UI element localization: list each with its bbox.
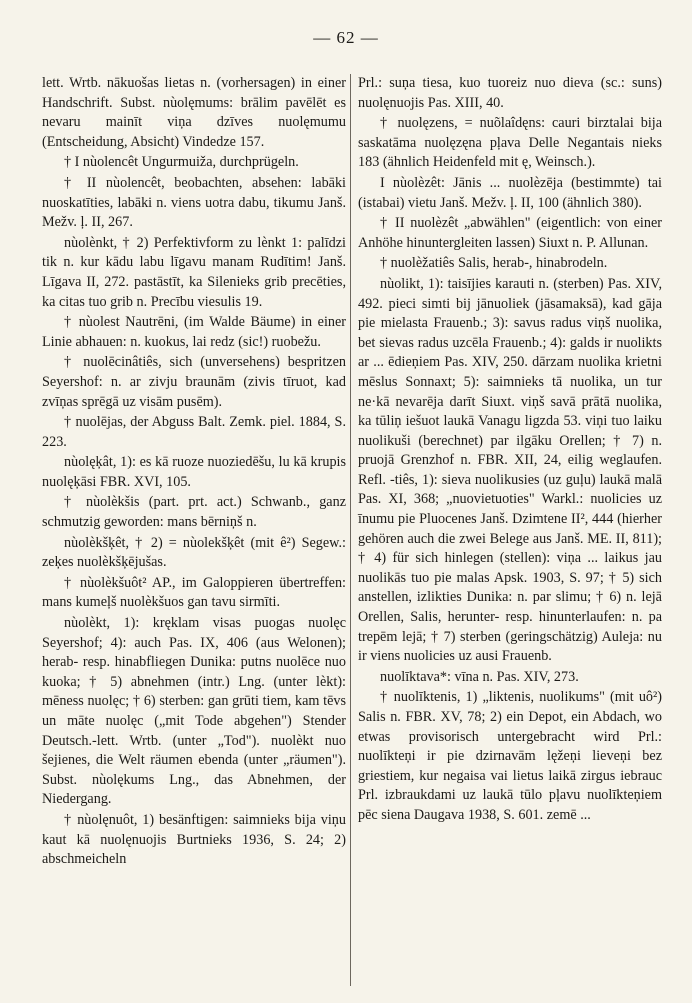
dictionary-entry: † I nùolencêt Ungurmuiža, durchprügeln. bbox=[64, 154, 299, 171]
dictionary-entry: † nuolęzens, = nuõlaîdęns: cauri birztalai bija saskatāma nuolęzęna pļava Delle Negantais nieks 183 (ähnlich Heidenfeld mit ę, Weinsch.). bbox=[358, 115, 662, 171]
dictionary-entry: nùolęķât, 1): es kā ruoze nuoziedēšu, lu kā krupis nuolęķāsi FBR. XVI, 105. bbox=[42, 454, 346, 490]
dictionary-entry: † nùolèkšuôt² AP., im Galoppieren übertreffen: mans kumeļš nuolèkšuos gan tavu sirmīti. bbox=[42, 574, 346, 611]
dictionary-entry: nùolèkt, 1): kręklam visas puogas nuolęc Seyershof; 4): auch Pas. IX, 406 (aus Welonen); herab- resp. hinabfliegen Dunika: putns nuolēce nuo kuoka; † 5) abnehmen (intr.) Lng. (unter lèkt): mēness nuolęc; † 6) sterben: gan grūti tiem, kam tēvs un māte nuolęc („mit Tode abgehen") Stender Deutsch.-lett. Wrtb. (unter „Tod"). nuolèkt nuo šejienes, die Welt räumen ebenda (unter „räumen"). Subst. nùolękums Lng., das Abnehmen, der Niedergang. bbox=[42, 615, 346, 808]
dictionary-entry: † nùolèkšis (part. prt. act.) Schwanb., ganz schmutzig geworden: mans bērniņš n. bbox=[42, 494, 346, 531]
dictionary-entry: † nùolęnuôt, 1) besänftigen: saimnieks bija viņu kaut kā nuolęnuojis Burtnieks 1936, S. 24; 2) abschmeicheln bbox=[42, 811, 346, 868]
dictionary-entry: nùolènkt, † 2) Perfektivform zu lènkt 1: palīdzi tik n. kur kādu labu līgavu manam Rudītim! Janš. Līgava II, 272. pastāstīt, ka Silenieks grib precēties, ka citas tuo grib n. Precību viesulis 19. bbox=[42, 234, 346, 310]
dictionary-entry: I nùolèzêt: Jānis ... nuolèzēja (bestimmte) tai (istabai) vietu Janš. Mežv. ļ. II, 100 (ähnlich 380). bbox=[358, 174, 662, 211]
dictionary-entry: nùolèkšķêt, † 2) = nùolekšķêt (mit ê²) Segew.: zeķes nuolèkšķējušas. bbox=[42, 534, 346, 571]
dictionary-entry: † nùolest Nautrēni, (im Walde Bäume) in einer Linie abhauen: n. kuokus, lai redz (sic!) ruobežu. bbox=[42, 314, 346, 350]
right-column bbox=[358, 74, 662, 827]
dictionary-entry: † nuolēcinâtiês, sich (unversehens) bespritzen Seyershof: n. ar zivju braunām (zivis tīruot, kad zvīņas sprēgā uz visām pusēm). bbox=[42, 354, 346, 410]
column-divider bbox=[350, 74, 351, 986]
dictionary-entry: † nuolējas, der Abguss Balt. Zemk. piel. 1884, S. 223. bbox=[42, 414, 346, 450]
page-number: — 62 — bbox=[313, 28, 379, 47]
dictionary-entry: † II nùolencêt, beobachten, absehen: labāki nuoskatīties, labāki n. viens uotra dabu, tikumu Janš. Mežv. ļ. II, 267. bbox=[42, 174, 346, 231]
dictionary-entry: nuolīktava*: vīna n. Pas. XIV, 273. bbox=[380, 668, 579, 685]
dictionary-entry: lett. Wrtb. nākuošas lietas n. (vorhersagen) in einer Handschrift. Subst. nùolęmums: brālim pavēlēt es nevaru mainīt viņa dzīves nuolęmumu (Entscheidung, Absicht) Vindedze 157. bbox=[42, 75, 346, 150]
dictionary-entry: nùolikt, 1): taisījies karauti n. (sterben) Pas. XIV, 492. pieci simti bij jānuoliek (jāsamaksā), kad gāja pie mielasta Frauenb.; 3): savus radus viņš nuolika, bet sievas radus uzcēla Frauenb.; 4): galds ir nuolikts ar ... ēdieņiem Pas. XIV, 250. dārzam nuolika krietni mēslus Sonnaxt; 5): saimnieks tā nuolika, un tur ne·kā nevarēja darīt Siuxt. viņš savā prātā nuolika, ka tūliņ iešuot laukā Vanagu ligzda 53. viņi tuo laiku nuolikuši (berechnet) par ilgāku Orellen; † 7) n. pruojā Grenzhof n. FBR. XII, 24, eilig weglaufen. Refl. -tiês, 1): sieva nuolikusies (uz guļu) laukā malā Pas. XI, 368; „nuovietuoties" Warkl.: nuolicies uz īnumu pie Pluocenes Janš. Dzimtene II², 444 (hierher gehören auch die zwei Belege aus Janš. ME. II, 811); † 4) für sich hinlegen (stellen): viņa ... laikus jau nuolikās tuo pie malas Apsk. 1903, S. 97; † 5) sich anstellen, izlikties Dunika: n. par slimu; † 6) n. lejā Orellen, Salis, herunter- resp. hinunterlaufen: n. pa trepēm lejā; † 7) sterben (geringschätzig) Auleja: nu ir viens nuolicies uz ausi Frauenb. bbox=[358, 275, 662, 665]
dictionary-entry: † nuolīktenis, 1) „liktenis, nuolikums" (mit uô²) Salis n. FBR. XV, 78; 2) ein Depot, ein Abdach, wo etwas provisorisch untergebracht wird Prl.: nuolīkteņi ir pie dzirnavām lęžeņi lieveņi bez griestiem, kur negaisa vai lietus laikā zirgus iebrauc Prl. izbraukdami uz laukā tūlo pļavu nuolīkteņiem pēc siena Daugava 1938, S. 601. zemē ... bbox=[358, 689, 662, 823]
dictionary-entry: † II nuolèzêt „abwählen" (eigentlich: von einer Anhöhe hinuntergleiten lassen) Siuxt n. P. Allunan. bbox=[358, 215, 662, 251]
left-column bbox=[42, 74, 346, 871]
dictionary-entry: † nuolèžatiês Salis, herab-, hinabrodeln. bbox=[380, 255, 608, 272]
dictionary-entry: Prl.: suņa tiesa, kuo tuoreiz nuo dieva (sc.: suns) nuolęnuojis Pas. XIII, 40. bbox=[358, 75, 662, 111]
